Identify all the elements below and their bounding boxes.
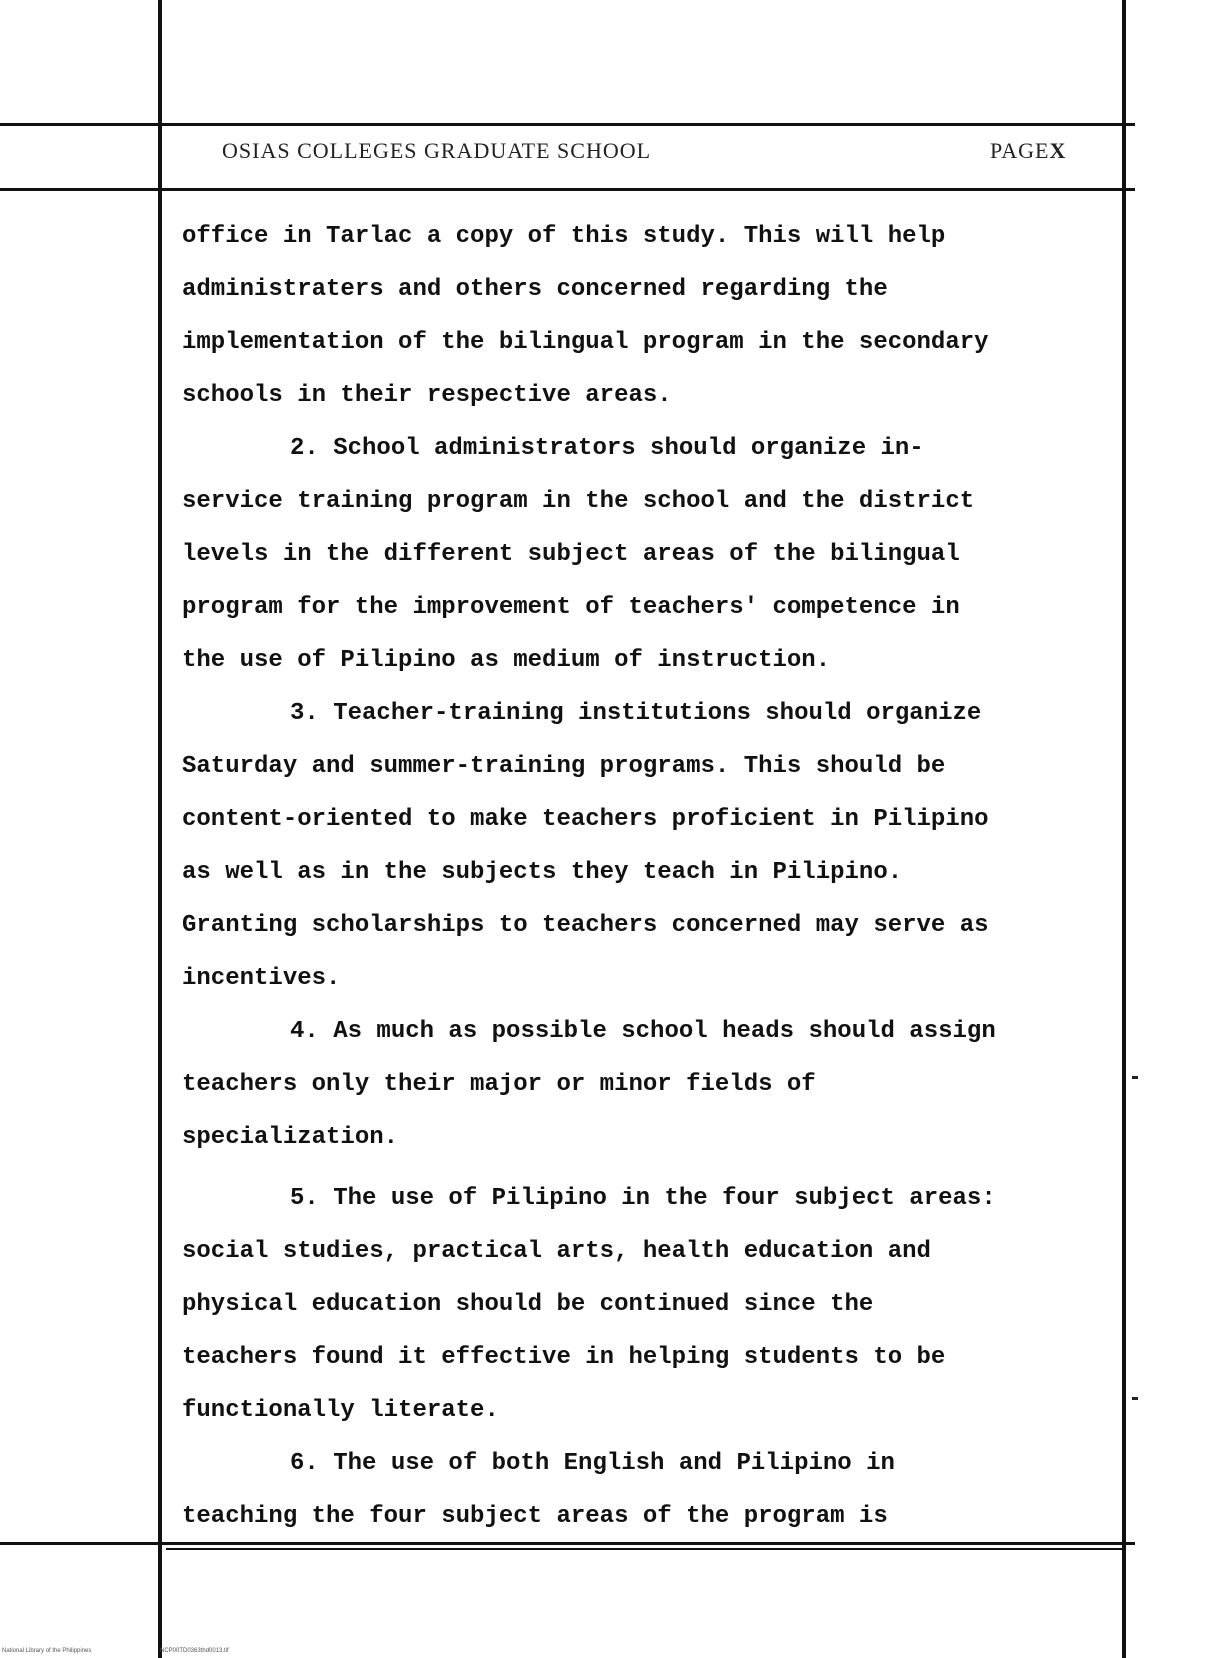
text-line: teachers found it effective in helping students to be	[182, 1344, 946, 1371]
text-line: specialization.	[182, 1124, 399, 1151]
text-line: implementation of the bilingual program in the secondary	[182, 329, 989, 356]
text-line: 2. School administrators should organize in-	[290, 435, 924, 462]
text-line: office in Tarlac a copy of this study. This will help	[182, 223, 946, 250]
page-label: PAGE	[990, 138, 1050, 163]
page-number: X	[1049, 138, 1067, 163]
margin-tick-mark	[1132, 1076, 1138, 1079]
text-line: the use of Pilipino as medium of instruction.	[182, 647, 831, 674]
page-header-number	[990, 138, 1066, 164]
text-line: 4. As much as possible school heads should assign	[290, 1018, 996, 1045]
right-margin-rule	[1122, 0, 1126, 1658]
footer-bottom-rule	[166, 1548, 1124, 1550]
text-line: social studies, practical arts, health education and	[182, 1238, 931, 1265]
footer-library-note: National Library of the Philippines	[2, 1648, 92, 1654]
footer-file-note: NCP00TD0363thd0013.tif	[160, 1648, 229, 1654]
text-line: Saturday and summer-training programs. This should be	[182, 753, 946, 780]
text-line: 6. The use of both English and Pilipino in	[290, 1450, 895, 1477]
margin-tick-mark	[1132, 1397, 1138, 1400]
text-line: 5. The use of Pilipino in the four subject areas:	[290, 1185, 996, 1212]
header-bottom-rule	[0, 188, 1135, 191]
text-line: schools in their respective areas.	[182, 382, 672, 409]
text-line: administraters and others concerned regarding the	[182, 276, 888, 303]
text-line: teachers only their major or minor fields of	[182, 1071, 816, 1098]
text-line: Granting scholarships to teachers concerned may serve as	[182, 912, 989, 939]
text-line: content-oriented to make teachers proficient in Pilipino	[182, 806, 989, 833]
text-line: functionally literate.	[182, 1397, 499, 1424]
page-header-title: OSIAS COLLEGES GRADUATE SCHOOL	[222, 138, 652, 163]
left-margin-rule	[158, 0, 162, 1658]
text-line: teaching the four subject areas of the program is	[182, 1503, 888, 1530]
header-top-rule	[0, 123, 1135, 126]
text-line: as well as in the subjects they teach in Pilipino.	[182, 859, 903, 886]
text-line: program for the improvement of teachers' competence in	[182, 594, 960, 621]
text-line: 3. Teacher-training institutions should organize	[290, 700, 982, 727]
document-body	[182, 210, 1117, 1543]
text-line: service training program in the school and the district	[182, 488, 975, 515]
text-line: incentives.	[182, 965, 341, 992]
text-line: physical education should be continued since the	[182, 1291, 874, 1318]
text-line: levels in the different subject areas of the bilingual	[182, 541, 960, 568]
